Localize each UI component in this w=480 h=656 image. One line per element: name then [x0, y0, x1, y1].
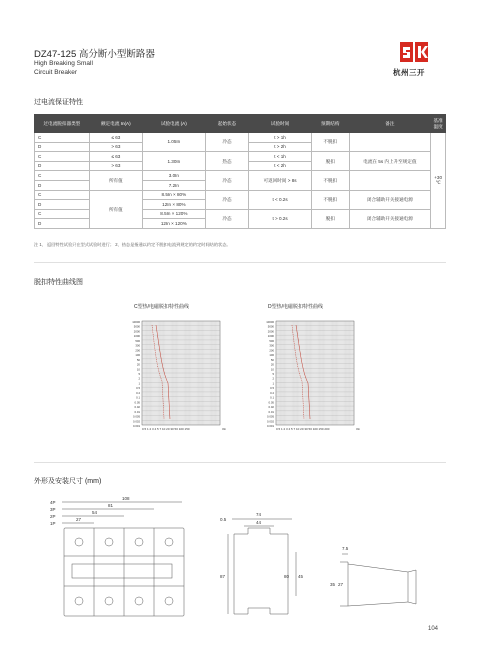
table-cell: t < 0.2s: [249, 190, 312, 209]
section-title-dimensions: 外形及安装尺寸 (mm): [34, 478, 102, 485]
y-tick-label: 10: [136, 367, 140, 372]
table-cell: C: [35, 209, 90, 219]
brand-name: 杭州三开: [393, 68, 425, 77]
table-cell: C: [35, 133, 90, 143]
col-header-ref-temp: 基准温度: [431, 115, 446, 133]
dim-label-1p: 1P: [50, 521, 56, 526]
table-cell: 脱扣: [311, 209, 349, 228]
y-tick-label: 0.1: [270, 395, 274, 400]
y-tick-label: 300: [135, 343, 140, 348]
table-cell: 脱扣: [311, 152, 349, 171]
y-tick-label: 0.5: [270, 386, 274, 391]
y-tick-label: 500: [269, 338, 274, 343]
y-tick-label: 0.02: [268, 405, 274, 410]
table-cell: ≤ 63: [89, 133, 142, 143]
table-cell: D: [35, 161, 90, 171]
table-cell: [349, 133, 431, 152]
dim-value-35: 35: [330, 582, 336, 587]
table-cell: 1.30In: [142, 152, 205, 171]
protection-characteristics-table: [34, 114, 446, 229]
table-cell: 所有值: [89, 190, 142, 228]
y-tick-label: 0.02: [134, 405, 140, 410]
table-cell: 电流在 5s 内上升至规定值: [349, 152, 431, 171]
table-cell: > 63: [89, 161, 142, 171]
table-cell: 冷态: [205, 190, 248, 209]
dim-value-44: 44: [256, 520, 262, 525]
table-cell: C: [35, 152, 90, 162]
y-tick-label: 10: [270, 367, 274, 372]
d-chart-title: D型热/电磁脱扣特性曲线: [268, 304, 324, 310]
y-tick-label: 0.01: [134, 409, 140, 414]
y-tick-label: 0.002: [133, 419, 140, 424]
table-cell: C: [35, 190, 90, 200]
y-tick-label: 500: [135, 338, 140, 343]
c-chart-title: C型热/电磁脱扣特性曲线: [134, 304, 190, 310]
table-cell: 不脱扣: [311, 133, 349, 152]
table-row: [35, 133, 446, 143]
y-tick-label: 0.002: [267, 419, 274, 424]
y-tick-label: 0.001: [267, 424, 274, 428]
table-cell: 热态: [205, 152, 248, 171]
y-tick-label: 300: [269, 343, 274, 348]
table-cell: 7.2In: [142, 180, 205, 190]
table-cell: > 63: [89, 142, 142, 152]
y-tick-label: 20: [136, 362, 140, 367]
dim-label-3p: 3P: [50, 507, 56, 512]
x-tick-labels: 0.5 1 2 3 4 5 7 10 20 30 50 100 150: [142, 427, 190, 431]
dim-value-0-5: 0.5: [220, 517, 227, 522]
y-tick-label: 5: [272, 372, 274, 376]
y-tick-label: 0.05: [134, 400, 140, 405]
table-cell: D: [35, 142, 90, 152]
table-cell: 冷态: [205, 133, 248, 152]
dim-value-27: 27: [76, 517, 82, 522]
table-cell: 冷态: [205, 171, 248, 190]
table-footnote: 注 1、 返回特性试验只在型式试验时进行； 2、热态是指通以约定不脱扣电流到规定的约定时间结的状态。: [34, 242, 231, 247]
table-cell: t > 0.2s: [249, 209, 312, 228]
y-tick-label: 1: [272, 381, 274, 386]
y-tick-label: 200: [269, 348, 274, 353]
english-name-line-2: Circuit Breaker: [34, 68, 77, 76]
col-header-trip-type: 过电流脱扣器类型: [35, 115, 90, 133]
table-cell: 不脱扣: [311, 171, 349, 190]
table-row: [35, 190, 446, 200]
y-tick-label: 50: [270, 357, 274, 362]
y-tick-label: 0.1: [136, 395, 140, 400]
table-cell: 不脱扣: [311, 190, 349, 209]
y-tick-label: 20: [270, 362, 274, 367]
col-header-initial-state: 起始状态: [205, 115, 248, 133]
table-cell: 所有值: [89, 171, 142, 190]
dim-value-45: 45: [298, 574, 304, 579]
dim-value-74: 74: [256, 512, 262, 517]
product-english-name: [34, 60, 93, 77]
dim-value-54: 54: [92, 510, 98, 515]
dim-value-81: 81: [108, 503, 114, 508]
y-tick-label: 2: [138, 376, 140, 381]
y-tick-label: 10000: [132, 320, 140, 324]
divider: [34, 262, 446, 263]
y-tick-label: 1: [138, 381, 140, 386]
table-cell: C: [35, 171, 90, 181]
y-tick-label: 2000: [267, 329, 274, 334]
dim-value-27b: 27: [338, 582, 344, 587]
table-cell: 冷态: [205, 209, 248, 228]
table-cell: t < 2h: [249, 161, 312, 171]
col-header-test-current: 试验电流 (A): [142, 115, 205, 133]
dim-value-108: 108: [122, 496, 130, 501]
page-number: 104: [428, 626, 439, 632]
table-cell: 闭合辅助开关接通电源: [349, 190, 431, 209]
y-tick-label: 50: [136, 357, 140, 362]
table-cell: 8.5In × 80%: [142, 190, 205, 200]
table-row: [35, 171, 446, 181]
y-tick-label: 0.005: [133, 414, 140, 419]
y-tick-label: 0.2: [136, 390, 140, 395]
product-title: DZ47-125 高分断小型断路器: [34, 49, 155, 60]
table-row: [35, 152, 446, 162]
dim-label-2p: 2P: [50, 514, 56, 519]
dim-value-7-5: 7.5: [342, 546, 349, 551]
col-header-remarks: 备注: [349, 115, 431, 133]
dim-value-87: 87: [220, 574, 226, 579]
y-tick-label: 0.005: [267, 414, 274, 419]
table-cell: 闭合辅助开关接通电源: [349, 209, 431, 228]
section-title-overcurrent: 过电流保证特性: [34, 99, 83, 106]
y-tick-label: 10000: [266, 320, 274, 324]
table-cell: 3.0In: [142, 171, 205, 181]
english-name-line-1: High Breaking Small: [34, 60, 93, 67]
y-tick-label: 0.01: [268, 409, 274, 414]
y-tick-label: 0.2: [270, 390, 274, 395]
brand-logo: [398, 40, 432, 64]
y-tick-label: 5: [138, 372, 140, 376]
col-header-test-time: 试验时间: [249, 115, 312, 133]
table-cell: t > 2h: [249, 142, 312, 152]
table-cell: [349, 171, 431, 190]
table-cell: 可返回时间 > 8s: [249, 171, 312, 190]
y-tick-label: 2000: [133, 329, 140, 334]
dim-label-4p: 4P: [50, 500, 56, 505]
c-chart-plot: [116, 303, 226, 438]
section-title-trip-curves: 脱扣特性曲线图: [34, 279, 83, 286]
table-cell: t < 1h: [249, 152, 312, 162]
table-cell: ≤ 63: [89, 152, 142, 162]
d-chart-plot: [250, 303, 360, 438]
y-tick-label: 5000: [267, 324, 274, 329]
y-tick-label: 2: [272, 376, 274, 381]
y-tick-label: 0.001: [133, 424, 140, 428]
table-cell: t > 1h: [249, 133, 312, 143]
table-cell: D: [35, 219, 90, 229]
table-cell: 1.05In: [142, 133, 205, 152]
dimension-drawings: [34, 494, 454, 624]
c-type-curve-chart: [116, 303, 226, 438]
y-tick-label: 5000: [133, 324, 140, 329]
table-cell: +30 ℃: [431, 133, 446, 229]
col-header-expected-result: 预期结构: [311, 115, 349, 133]
y-tick-label: 100: [269, 353, 274, 358]
divider: [34, 462, 446, 463]
x-tick-labels: 0.5 1 2 3 4 5 7 10 20 30 50 100 150 200: [276, 427, 330, 431]
d-type-curve-chart: [250, 303, 360, 438]
y-tick-label: 1000: [133, 334, 140, 339]
y-tick-label: 200: [135, 348, 140, 353]
table-cell: D: [35, 200, 90, 210]
table-cell: 12In × 80%: [142, 200, 205, 210]
table-cell: D: [35, 180, 90, 190]
x-unit-label: I/In: [356, 427, 360, 431]
table-cell: 8.5In × 120%: [142, 209, 205, 219]
dim-value-80: 80: [284, 574, 290, 579]
y-tick-label: 1000: [267, 334, 274, 339]
y-tick-label: 100: [135, 353, 140, 358]
table-cell: 12In × 120%: [142, 219, 205, 229]
y-tick-label: 0.05: [268, 400, 274, 405]
x-unit-label: I/In: [222, 427, 226, 431]
col-header-rated-current: 额定电流 In(A): [89, 115, 142, 133]
y-tick-label: 0.5: [136, 386, 140, 391]
